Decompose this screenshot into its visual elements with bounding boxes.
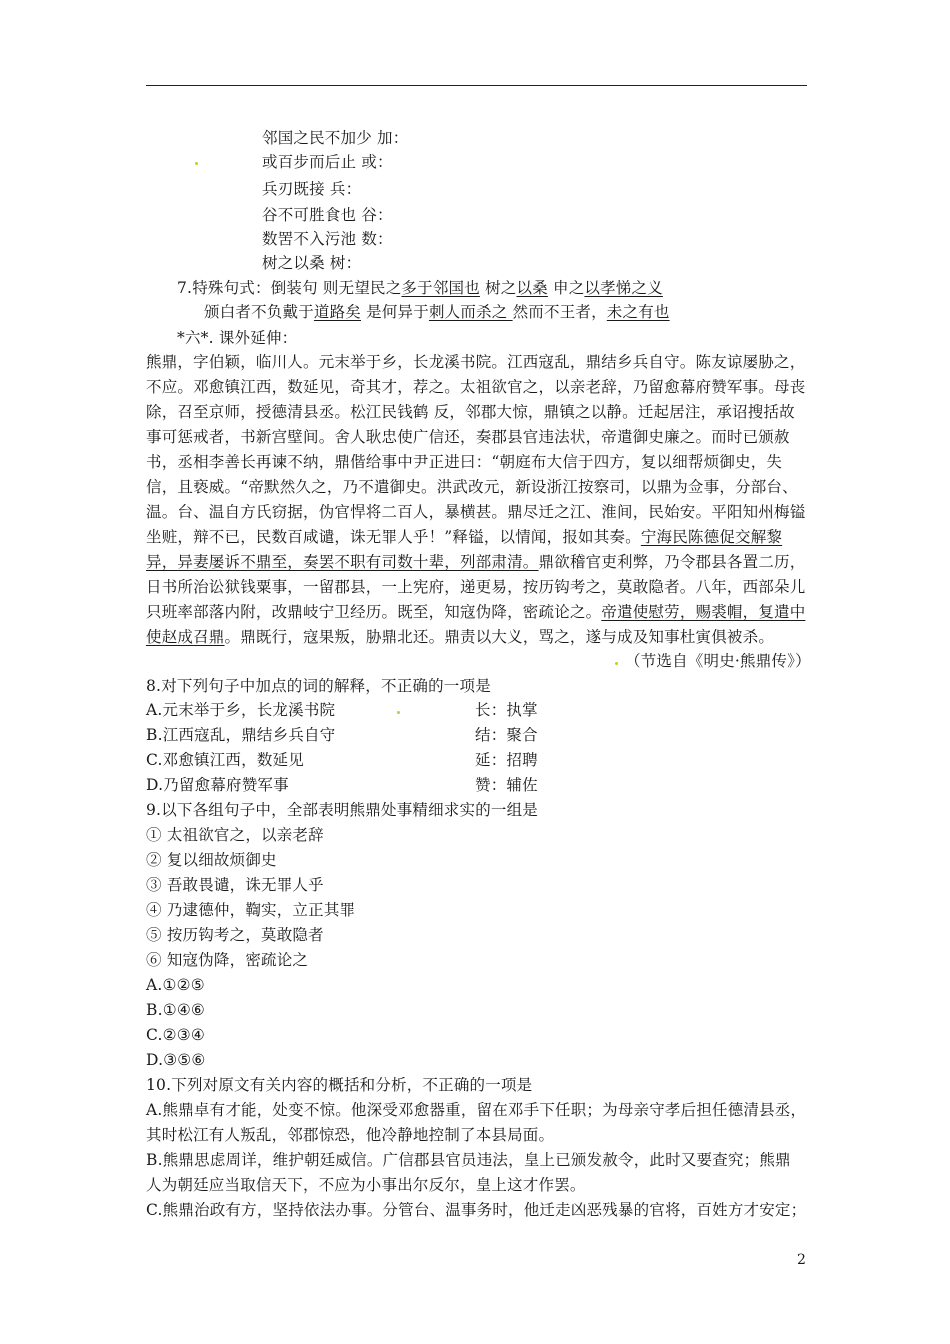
passage-text: 。鼎既行，寇果叛，胁鼎北还。鼎责以大义，骂之，遂与成及知事杜寅俱被杀。: [224, 628, 775, 646]
q7-underlined: 道路矣: [313, 303, 362, 321]
q7-underlined: 刺人而杀之: [428, 303, 513, 321]
q7-text: 7.特殊句式：倒装句 则无望民之: [177, 279, 402, 297]
decorative-dot: [615, 662, 618, 665]
q8-option-c: C.邓愈镇江西，数延见: [146, 751, 304, 769]
q9-item: ④ 乃逮德仲，鞫实，立正其罪: [146, 901, 356, 919]
section-heading: *六*. 课外延伸：: [177, 329, 298, 347]
passage-text: 只班率部落内附，改鼎岐宁卫经历。既至，知寇伪降，密疏论之。: [146, 603, 602, 621]
passage-line: 事可惩戒者，书新宫壁间。舍人耿忠使广信还，奏郡县官违法状，帝遣御史廉之。而时已颁赦: [146, 428, 790, 446]
q9-option: D.③⑤⑥: [146, 1051, 206, 1069]
q8-option-b: B.江西寇乱，鼎结乡兵自守: [146, 726, 336, 744]
q8-option-a: A.元末举于乡，长龙溪书院: [146, 701, 336, 719]
q7-text: 然而不王者，: [512, 303, 607, 321]
passage-line: 日书所治讼狱钱粟事，一留郡县，一上宪府，递更易，按历钩考之，莫敢隐者。八年，西部朵儿: [146, 578, 806, 596]
source-citation: （节选自《明史·熊鼎传》）: [625, 652, 811, 670]
q10-line: 人为朝廷应当取信天下，不应为小事出尔反尔，皇上这才作罢。: [146, 1176, 586, 1194]
passage-line: 温。台、温自方氏窃据，伪官悍将二百人，暴横甚。鼎尽迁之江、淮间，民始安。平阳知州梅镒: [146, 503, 806, 521]
q7-underlined: 以孝悌之义: [584, 279, 663, 297]
page-number: 2: [797, 1252, 806, 1268]
q9-option: C.②③④: [146, 1026, 205, 1044]
passage-underlined: 异，异妻屡诉不鼎至，奏罢不职有司数十辈，列部肃清。: [146, 553, 539, 571]
vocab-line: 邻国之民不加少 加：: [262, 129, 409, 147]
q10-line: A.熊鼎卓有才能，处变不惊。他深受邓愈器重，留在邓手下任职；为母亲守孝后担任德清县丞，: [146, 1101, 807, 1119]
q10-line: B.熊鼎思虑周详，维护朝廷威信。广信郡县官员违法，皇上已颁发赦令，此时又要查究；熊鼎: [146, 1151, 791, 1169]
decorative-dot: [195, 162, 198, 165]
q9-option: A.①②⑤: [146, 976, 205, 994]
q7-underlined: 多于邻国也: [401, 279, 480, 297]
q8-option-c-gloss: 延：招聘: [475, 751, 538, 769]
passage-underlined: 使赵成召鼎: [146, 628, 225, 646]
q7-text: 树之: [479, 279, 517, 297]
q7-text: 申之: [547, 279, 585, 297]
passage-underlined: 帝遣使慰劳，赐裘帽，复遣中: [601, 603, 806, 621]
q9-item: ⑥ 知寇伪降，密疏论之: [146, 951, 309, 969]
passage-line: [146, 527, 782, 547]
q7-underlined: 以桑: [516, 279, 548, 297]
passage-line: 除，召至京师，授德清县丞。松江民钱鹤 反，邻郡大惊，鼎镇之以静。迁起居注，承诏搜括故: [146, 403, 795, 421]
q8-stem: 8.对下列句子中加点的词的解释，不正确的一项是: [146, 677, 491, 695]
vocab-line: 树之以桑 树：: [262, 254, 362, 272]
q9-item: ① 太祖欲官之，以亲老辞: [146, 826, 324, 844]
q7-line-2: [204, 302, 670, 322]
q9-stem: 9.以下各组句子中，全部表明熊鼎处事精细求实的一组是: [146, 801, 538, 819]
passage-line: [146, 602, 805, 622]
passage-line: 书，丞相李善长再谏不纳，鼎偕给事中尹正进曰：“朝庭布大信于四方，复以细帮烦御史，失: [146, 453, 783, 471]
q8-option-b-gloss: 结：聚合: [475, 726, 538, 744]
vocab-line: 或百步而后止 或：: [262, 153, 393, 171]
q9-item: ⑤ 按历钩考之，莫敢隐者: [146, 926, 324, 944]
vocab-line: 谷不可胜食也 谷：: [262, 206, 393, 224]
q8-option-d-gloss: 赞：辅佐: [475, 776, 538, 794]
q7-line-1: [177, 278, 663, 298]
vocab-line: 数罟不入污池 数：: [262, 230, 393, 248]
q9-item: ③ 吾敢畏谴，诛无罪人乎: [146, 876, 324, 894]
q9-item: ② 复以细故烦御史: [146, 851, 277, 869]
passage-text: 鼎欲稽官吏利弊，乃令郡县各置二历，: [538, 553, 806, 571]
header-rule: [146, 85, 807, 86]
decorative-dot: [397, 711, 400, 714]
q8-option-a-gloss: 长：执掌: [475, 701, 538, 719]
passage-line: 不应。邓愈镇江西，数延见，奇其才，荐之。太祖欲官之，以亲老辞，乃留愈幕府赞军事。母丧: [146, 378, 806, 396]
q10-line: C.熊鼎治政有方，坚持依法办事。分管台、温事务时，他迁走凶恶残暴的官将，百姓方才安定；: [146, 1201, 807, 1219]
passage-line: 熊鼎，字伯颖，临川人。元末举于乡，长龙溪书院。江西寇乱，鼎结乡兵自守。陈友谅屡胁之，: [146, 353, 806, 371]
q9-option: B.①④⑥: [146, 1001, 206, 1019]
q7-text: 颁白者不负戴于: [204, 303, 314, 321]
passage-line: [146, 627, 774, 647]
q7-text: 是何异于: [361, 303, 429, 321]
vocab-line: 兵刃既接 兵：: [262, 180, 362, 198]
passage-line: [146, 552, 805, 572]
passage-underlined: 宁海民陈德促交解黎: [640, 528, 783, 546]
passage-line: 信，且亵威。“帝默然久之，乃不遣御史。洪武改元，新设浙江按察司，以鼎为佥事，分部台、: [146, 478, 798, 496]
q10-line: 其时松江有人叛乱，邻郡惊恐，他冷静地控制了本县局面。: [146, 1126, 555, 1144]
passage-text: 坐赃，辩不已，民数百咸谴，诛无罪人乎！”释镒，以情闻，报如其奏。: [146, 528, 641, 546]
q7-underlined: 未之有也: [606, 303, 670, 321]
q8-option-d: D.乃留愈幕府赞军事: [146, 776, 289, 794]
q10-stem: 10.下列对原文有关内容的概括和分析，不正确的一项是: [146, 1076, 533, 1094]
